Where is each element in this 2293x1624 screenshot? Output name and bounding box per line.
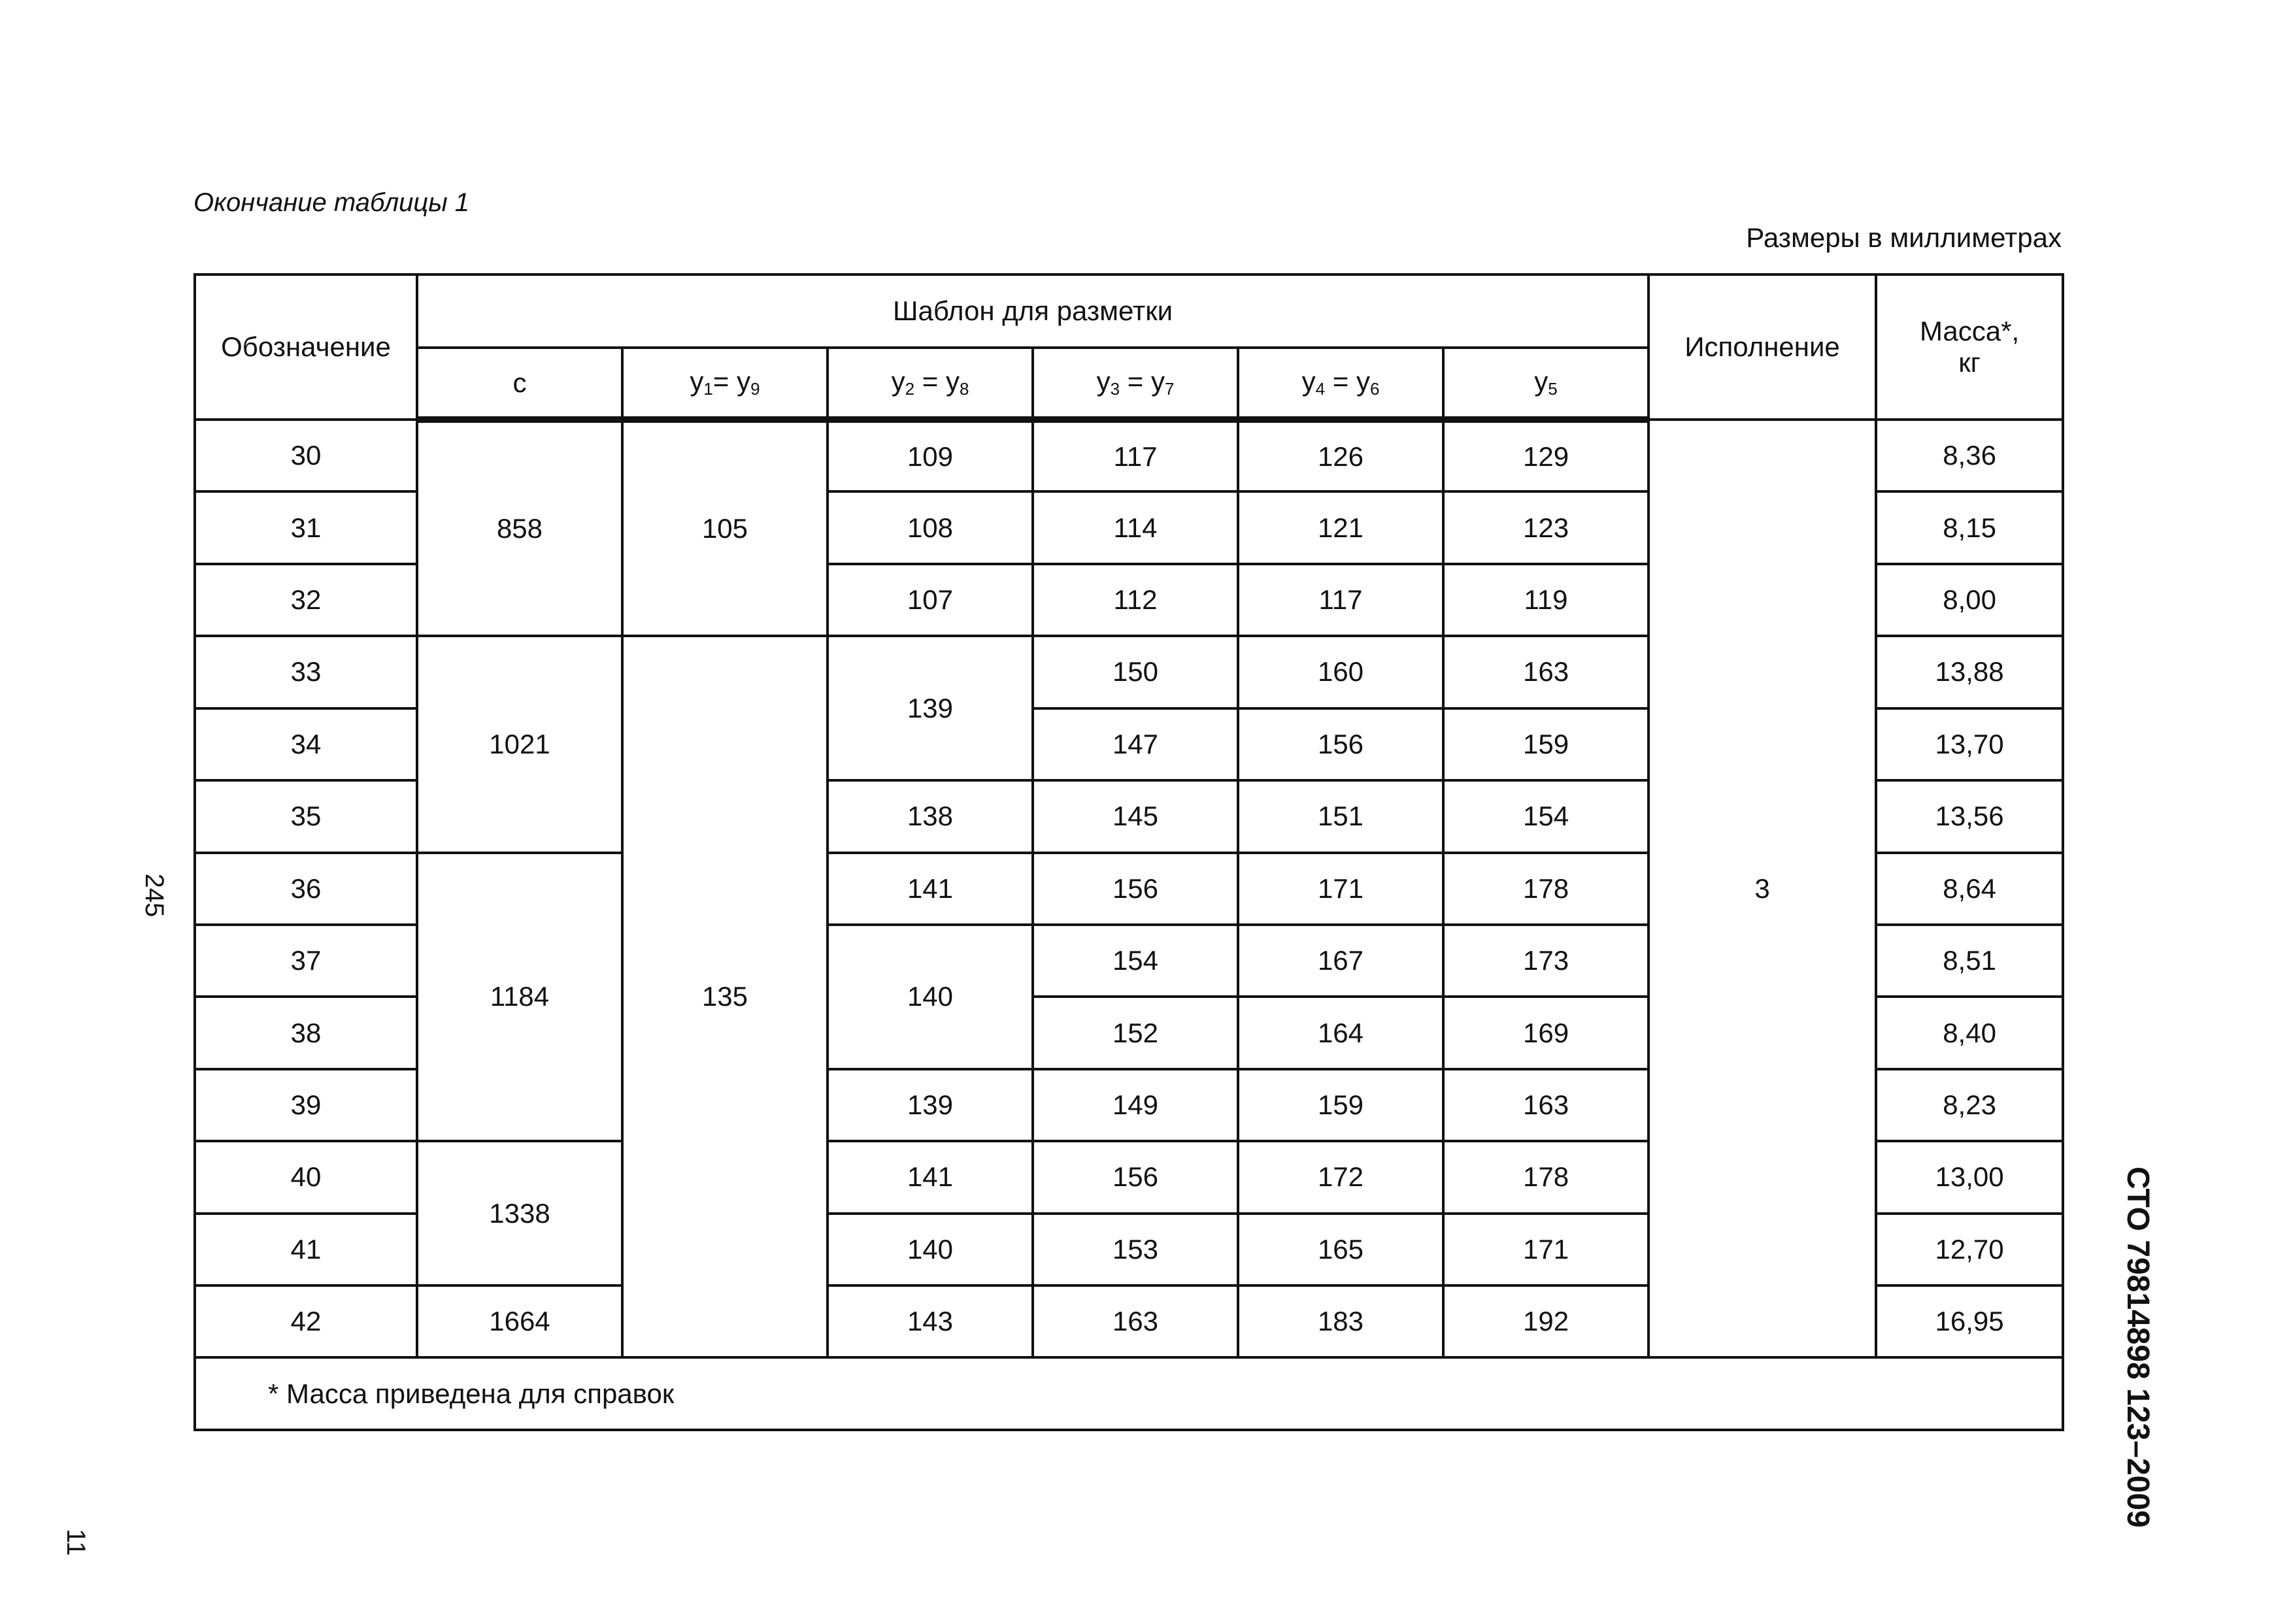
cell-c: 1664 xyxy=(417,1285,622,1357)
cell-y5: 192 xyxy=(1443,1285,1649,1357)
sym: y xyxy=(1301,366,1316,397)
cell-y4: 156 xyxy=(1238,708,1443,780)
sym-sub: 8 xyxy=(959,379,969,399)
cell-y2: 139 xyxy=(828,1069,1033,1141)
cell-y4: 121 xyxy=(1238,491,1443,563)
cell-c: 1021 xyxy=(417,636,622,852)
header-template: Шаблон для разметки xyxy=(417,274,1649,348)
cell-y3: 112 xyxy=(1033,564,1238,636)
cell-mass: 13,00 xyxy=(1876,1141,2063,1213)
cell-designation: 41 xyxy=(195,1214,417,1285)
units-note: Размеры в миллиметрах xyxy=(1746,222,2062,253)
header-y5 xyxy=(1443,348,1649,420)
cell-y3: 150 xyxy=(1033,636,1238,708)
cell-mass: 13,56 xyxy=(1876,780,2063,852)
cell-y5: 159 xyxy=(1443,708,1649,780)
cell-y2: 140 xyxy=(828,1214,1033,1285)
header-y1-y9 xyxy=(622,348,828,420)
header-y3-y7 xyxy=(1033,348,1238,420)
cell-y5: 178 xyxy=(1443,853,1649,925)
cell-y4: 164 xyxy=(1238,997,1443,1069)
page-number-bottom: 11 xyxy=(61,1529,90,1556)
cell-y5: 163 xyxy=(1443,1069,1649,1141)
cell-mass: 13,70 xyxy=(1876,708,2063,780)
cell-designation: 37 xyxy=(195,925,417,997)
header-mass-unit: кг xyxy=(1958,347,1981,378)
cell-y5: 123 xyxy=(1443,491,1649,563)
sym-sub: 5 xyxy=(1548,379,1558,399)
cell-y4: 171 xyxy=(1238,853,1443,925)
cell-y5: 163 xyxy=(1443,636,1649,708)
cell-y5: 178 xyxy=(1443,1141,1649,1213)
sym-sub: 1 xyxy=(703,379,713,399)
sym: y xyxy=(945,366,960,397)
header-row-1 xyxy=(195,274,2063,348)
cell-mass: 12,70 xyxy=(1876,1214,2063,1285)
sym-sub: 7 xyxy=(1164,379,1175,399)
cell-c: 858 xyxy=(417,420,622,636)
cell-y5: 154 xyxy=(1443,780,1649,852)
cell-y3: 163 xyxy=(1033,1285,1238,1357)
cell-y2: 141 xyxy=(828,853,1033,925)
table-row xyxy=(195,420,2063,491)
cell-y3: 147 xyxy=(1033,708,1238,780)
cell-y2: 139 xyxy=(828,636,1033,780)
cell-mass: 13,88 xyxy=(1876,636,2063,708)
footnote: * Масса приведена для справок xyxy=(195,1357,2063,1430)
cell-designation: 33 xyxy=(195,636,417,708)
cell-c: 1338 xyxy=(417,1141,622,1285)
cell-execution: 3 xyxy=(1649,420,1876,1357)
cell-mass: 8,36 xyxy=(1876,420,2063,491)
cell-y3: 156 xyxy=(1033,1141,1238,1213)
sym: y xyxy=(737,366,751,397)
header-y2-y8 xyxy=(828,348,1033,420)
sym: y xyxy=(1096,366,1111,397)
cell-y4: 151 xyxy=(1238,780,1443,852)
cell-y3: 149 xyxy=(1033,1069,1238,1141)
sym: y xyxy=(690,366,704,397)
document-code: СТО 79814898 123–2009 xyxy=(2120,1167,2155,1528)
cell-designation: 38 xyxy=(195,997,417,1069)
header-mass xyxy=(1876,274,2063,420)
cell-y4: 159 xyxy=(1238,1069,1443,1141)
cell-y3: 114 xyxy=(1033,491,1238,563)
cell-designation: 32 xyxy=(195,564,417,636)
cell-y2: 141 xyxy=(828,1141,1033,1213)
cell-y3: 152 xyxy=(1033,997,1238,1069)
sym-sub: 9 xyxy=(750,379,760,399)
header-c: c xyxy=(417,348,622,420)
cell-y2: 108 xyxy=(828,491,1033,563)
sym-sub: 2 xyxy=(905,379,915,399)
cell-y5: 129 xyxy=(1443,420,1649,491)
sym-sub: 4 xyxy=(1315,379,1326,399)
sym: y xyxy=(1534,366,1548,397)
cell-y2: 138 xyxy=(828,780,1033,852)
header-mass-label: Масса*, xyxy=(1919,316,2020,346)
cell-y1: 135 xyxy=(622,636,828,1357)
cell-y5: 169 xyxy=(1443,997,1649,1069)
cell-mass: 8,23 xyxy=(1876,1069,2063,1141)
sym-sub: 3 xyxy=(1110,379,1120,399)
cell-y3: 156 xyxy=(1033,853,1238,925)
cell-y4: 160 xyxy=(1238,636,1443,708)
cell-y4: 117 xyxy=(1238,564,1443,636)
cell-y4: 126 xyxy=(1238,420,1443,491)
header-execution: Исполнение xyxy=(1649,274,1876,420)
cell-mass: 8,64 xyxy=(1876,853,2063,925)
dimensions-table xyxy=(193,273,2064,1431)
cell-y1: 105 xyxy=(622,420,828,636)
cell-y4: 172 xyxy=(1238,1141,1443,1213)
cell-y5: 119 xyxy=(1443,564,1649,636)
cell-designation: 34 xyxy=(195,708,417,780)
cell-mass: 8,40 xyxy=(1876,997,2063,1069)
cell-y2: 143 xyxy=(828,1285,1033,1357)
sym-eq: = xyxy=(1325,366,1356,397)
cell-c: 1184 xyxy=(417,853,622,1142)
cell-y5: 171 xyxy=(1443,1214,1649,1285)
cell-mass: 16,95 xyxy=(1876,1285,2063,1357)
table-caption: Окончание таблицы 1 xyxy=(193,188,470,217)
cell-y3: 117 xyxy=(1033,420,1238,491)
sym: y xyxy=(1150,366,1165,397)
cell-designation: 36 xyxy=(195,853,417,925)
sym: y xyxy=(891,366,905,397)
footnote-row xyxy=(195,1357,2063,1430)
page-number-top: 245 xyxy=(140,873,169,918)
cell-mass: 8,51 xyxy=(1876,925,2063,997)
cell-y3: 145 xyxy=(1033,780,1238,852)
cell-designation: 39 xyxy=(195,1069,417,1141)
cell-mass: 8,00 xyxy=(1876,564,2063,636)
sym-sub: 6 xyxy=(1369,379,1380,399)
cell-y3: 154 xyxy=(1033,925,1238,997)
cell-y4: 165 xyxy=(1238,1214,1443,1285)
cell-designation: 31 xyxy=(195,491,417,563)
cell-designation: 35 xyxy=(195,780,417,852)
cell-designation: 30 xyxy=(195,420,417,491)
cell-y5: 173 xyxy=(1443,925,1649,997)
cell-y2: 107 xyxy=(828,564,1033,636)
cell-y3: 153 xyxy=(1033,1214,1238,1285)
cell-mass: 8,15 xyxy=(1876,491,2063,563)
cell-y2: 109 xyxy=(828,420,1033,491)
cell-designation: 40 xyxy=(195,1141,417,1213)
sym-eq: = xyxy=(1120,366,1151,397)
header-designation: Обозначение xyxy=(195,274,417,420)
cell-y4: 183 xyxy=(1238,1285,1443,1357)
sym: y xyxy=(1356,366,1370,397)
header-y4-y6 xyxy=(1238,348,1443,420)
cell-y4: 167 xyxy=(1238,925,1443,997)
sym-eq: = xyxy=(712,366,737,397)
sym-eq: = xyxy=(914,366,946,397)
cell-designation: 42 xyxy=(195,1285,417,1357)
cell-y2: 140 xyxy=(828,925,1033,1069)
